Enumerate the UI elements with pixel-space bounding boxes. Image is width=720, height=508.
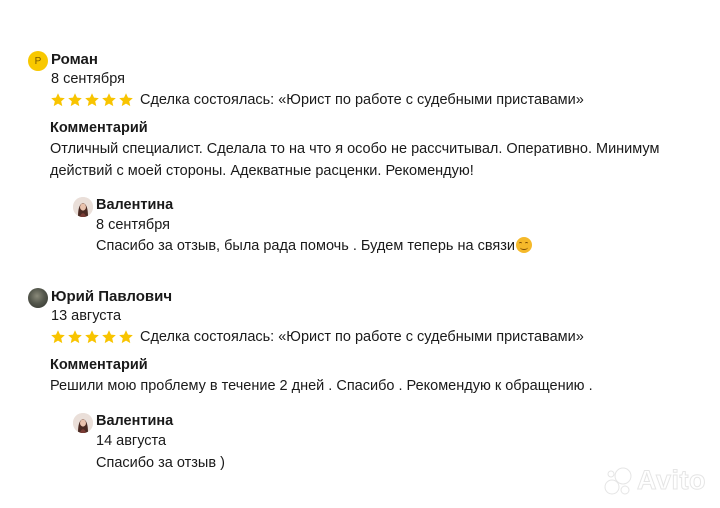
reply-author[interactable]: Валентина [96, 197, 174, 213]
deal-status: Сделка состоялась: «Юрист по работе с судебными приставами» [140, 92, 584, 108]
rating-stars [50, 329, 134, 345]
reply-avatar[interactable] [73, 197, 93, 217]
star-icon [101, 92, 117, 108]
avatar-letter: Р [34, 55, 42, 67]
star-icon [50, 92, 66, 108]
smiling-face-icon [516, 237, 532, 253]
comment-text: Отличный специалист. Сделала то на что я особо не рассчитывал. Оперативно. Минимум действий с моей стороны. Адекватные расценки. Рекомендую! [50, 141, 660, 179]
author-avatar[interactable] [28, 51, 48, 71]
star-icon [67, 329, 83, 345]
reply-date: 8 сентября [96, 217, 170, 233]
avito-watermark [603, 465, 706, 496]
comment-title: Комментарий [50, 357, 148, 373]
review-date: 13 августа [51, 308, 122, 324]
reply-text: Спасибо за отзыв ) [96, 455, 225, 471]
star-icon [50, 329, 66, 345]
reply-author[interactable]: Валентина [96, 413, 174, 429]
rating-stars [50, 92, 134, 108]
reply-date: 14 августа [96, 433, 167, 449]
review-date: 8 сентября [51, 71, 125, 87]
star-icon [84, 92, 100, 108]
comment-text: Решили мою проблему в течение 2 дней . Спасибо . Рекомендую к обращению . [50, 378, 593, 394]
reply-text [96, 237, 532, 254]
star-icon [67, 92, 83, 108]
author-name[interactable]: Роман [51, 51, 98, 68]
reply-avatar[interactable] [73, 413, 93, 433]
star-icon [84, 329, 100, 345]
star-icon [118, 92, 134, 108]
person-photo-icon [73, 197, 93, 217]
author-name[interactable]: Юрий Павлович [51, 288, 173, 305]
watermark-text: Avito [637, 465, 706, 495]
person-photo-icon [73, 413, 93, 433]
author-avatar[interactable] [28, 288, 48, 308]
star-icon [101, 329, 117, 345]
reply-text-content: Спасибо за отзыв, была рада помочь . Будем теперь на связи [96, 238, 515, 254]
avito-logo-icon [603, 466, 633, 496]
star-icon [118, 329, 134, 345]
comment-title: Комментарий [50, 120, 148, 136]
deal-status: Сделка состоялась: «Юрист по работе с судебными приставами» [140, 329, 584, 345]
